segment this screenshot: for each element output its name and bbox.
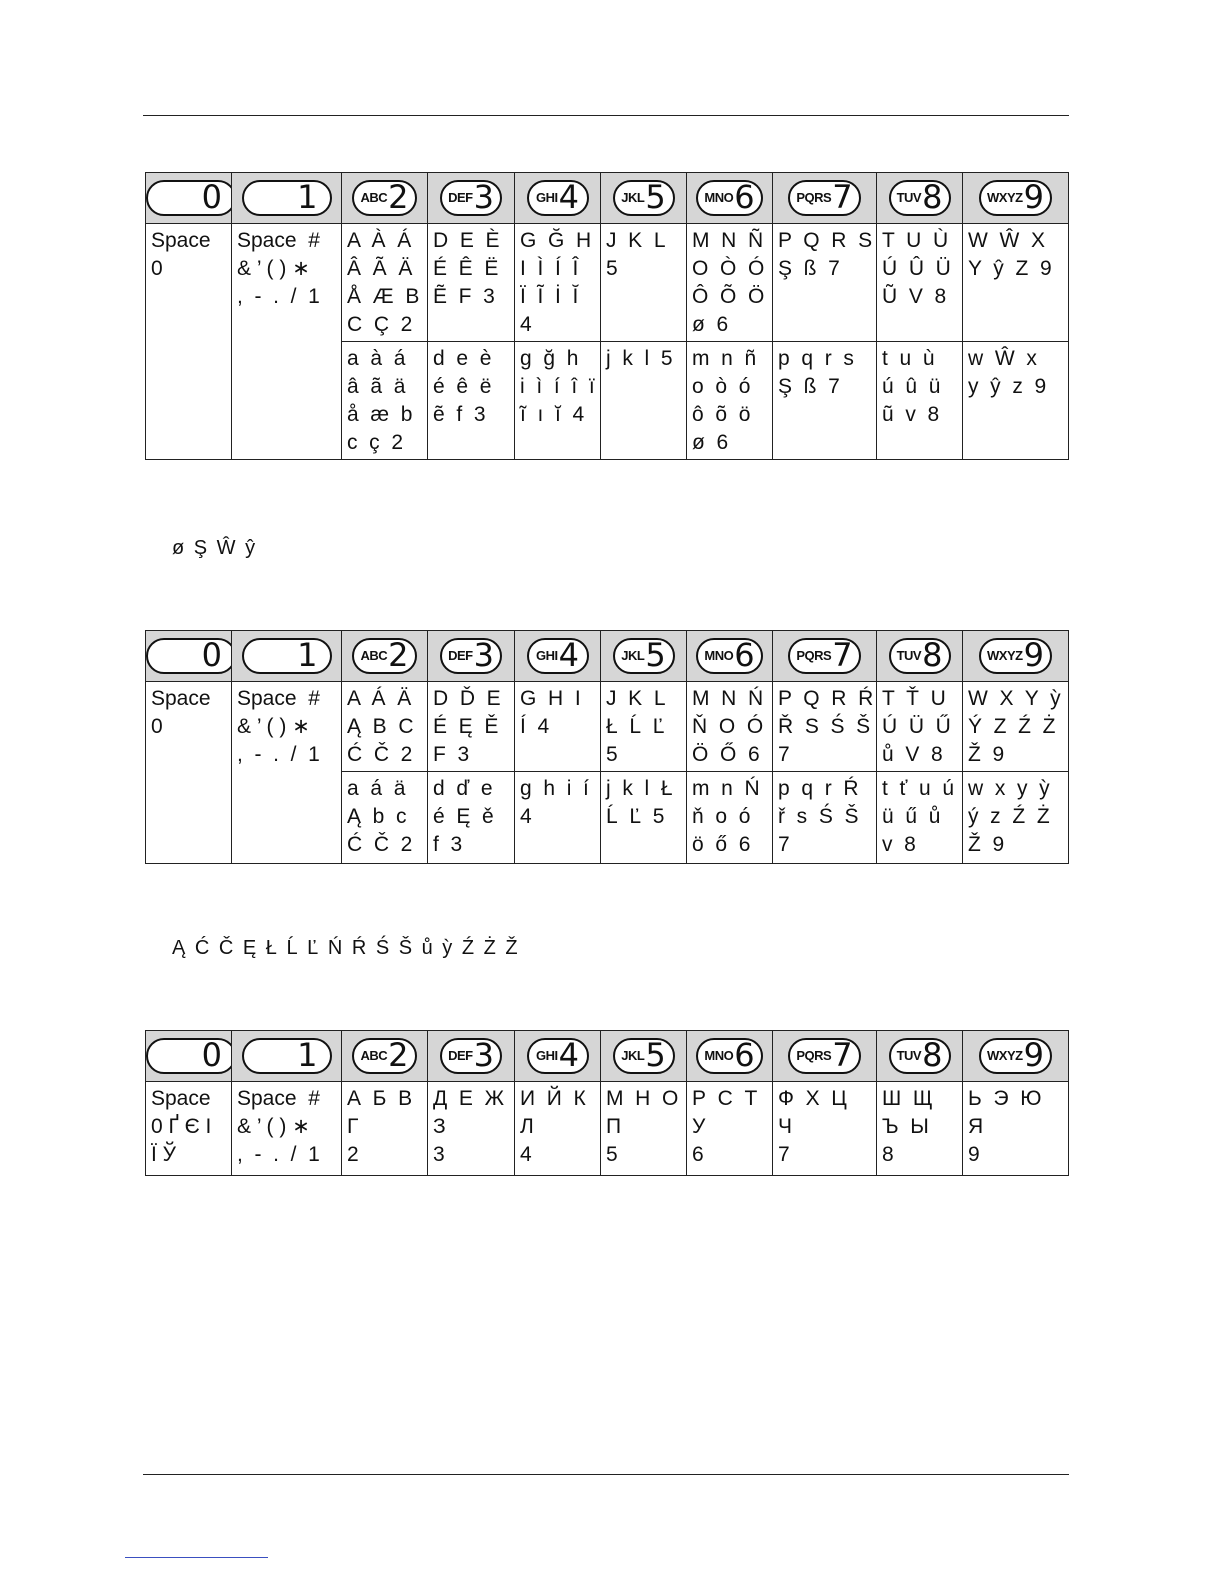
cell-key-9-upper: W X Y ỳ Ý Z Ź Ż Ž 9: [963, 682, 1069, 772]
cell-key-2: А Б В Г 2: [342, 1082, 428, 1176]
cell-key-1: Space # & ’ ( ) ∗ , - . / 1: [232, 224, 342, 460]
key-1: [232, 631, 342, 682]
cell-key-0: Space 0: [146, 224, 232, 460]
key-9: [963, 631, 1069, 682]
footer-rule: [143, 1474, 1069, 1475]
key-7-icon: PQRS 7: [788, 638, 860, 674]
cell-key-2-lower: a á ä Ą b c Ć Č 2: [342, 772, 428, 864]
cell-key-3-upper: D E È É Ê Ë Ẽ F 3: [428, 224, 515, 342]
key-3: [428, 173, 515, 224]
key-1: [232, 1031, 342, 1082]
key-4-icon: GHI 4: [527, 638, 589, 674]
key-6: [687, 1031, 773, 1082]
cell-key-6-lower: m n Ń ň o ó ö ő 6: [687, 772, 773, 864]
cell-key-8-upper: T U Ù Ú Û Ü Ũ V 8: [877, 224, 963, 342]
cell-key-6: Р С Т У 6: [687, 1082, 773, 1176]
cell-key-0: Space 0 Ґ Є І Ї Ў: [146, 1082, 232, 1176]
cell-key-3-upper: D Ď E É Ę Ě F 3: [428, 682, 515, 772]
cell-key-6-upper: M N Ń Ň O Ó Ö Ő 6: [687, 682, 773, 772]
key-9-icon: WXYZ 9: [979, 638, 1052, 674]
key-1-icon: 1: [242, 1038, 332, 1074]
key-2: [342, 631, 428, 682]
key-3: [428, 1031, 515, 1082]
key-5: [601, 631, 687, 682]
key-0: [146, 631, 232, 682]
cell-key-1: Space # & ’ ( ) ∗ , - . / 1: [232, 682, 342, 864]
cell-key-8-lower: t u ù ú û ü ũ v 8: [877, 342, 963, 460]
uppercase-row: [146, 682, 1069, 772]
key-2-icon: ABC 2: [352, 180, 416, 216]
character-table-central-european: [145, 630, 1069, 864]
uppercase-row: [146, 224, 1069, 342]
cell-key-4-upper: G Ğ H I Ì Í Î Ï Ĩ İ Ĭ 4: [515, 224, 601, 342]
cell-key-2-upper: A À Á Â Ã Ä Å Æ B C Ç 2: [342, 224, 428, 342]
key-8: [877, 173, 963, 224]
cell-key-5-lower: j k l Ł Ĺ Ľ 5: [601, 772, 687, 864]
cell-key-7-upper: P Q R Ŕ Ř S Ś Š 7: [773, 682, 877, 772]
key-4: [515, 631, 601, 682]
key-header-row: [146, 173, 1069, 224]
cell-key-1: Space # & ’ ( ) ∗ , - . / 1: [232, 1082, 342, 1176]
key-6: [687, 173, 773, 224]
key-4: [515, 173, 601, 224]
cell-key-8-lower: t ť u ú ü ű ů v 8: [877, 772, 963, 864]
key-header-row: [146, 1031, 1069, 1082]
cell-key-5-lower: j k l 5: [601, 342, 687, 460]
character-table-latin-extended: [145, 172, 1069, 460]
key-8-icon: TUV 8: [889, 1038, 951, 1074]
key-4: [515, 1031, 601, 1082]
cell-key-9: Ь Э Ю Я 9: [963, 1082, 1069, 1176]
key-6: [687, 631, 773, 682]
key-5-icon: JKL 5: [613, 1038, 675, 1074]
special-characters-note: ø Ş Ŵ ŷ: [172, 537, 258, 559]
key-3: [428, 631, 515, 682]
cell-key-5-upper: J K L Ł Ĺ Ľ 5: [601, 682, 687, 772]
key-8-icon: TUV 8: [889, 180, 951, 216]
cell-key-3-lower: d e è é ê ë ẽ f 3: [428, 342, 515, 460]
cell-key-7-upper: P Q R S Ş ß 7: [773, 224, 877, 342]
key-7: [773, 1031, 877, 1082]
cell-key-4: И Й К Л 4: [515, 1082, 601, 1176]
key-9: [963, 173, 1069, 224]
key-3-icon: DEF 3: [440, 180, 502, 216]
key-0-icon: 0: [146, 1038, 232, 1074]
key-7: [773, 631, 877, 682]
cell-key-9-lower: w x y ỳ ý z Ź Ż Ž 9: [963, 772, 1069, 864]
key-2-icon: ABC 2: [352, 638, 416, 674]
cell-key-8-upper: T Ť U Ú Ü Ű ů V 8: [877, 682, 963, 772]
characters-row: [146, 1082, 1069, 1176]
key-4-icon: GHI 4: [527, 1038, 589, 1074]
key-5: [601, 173, 687, 224]
key-5-icon: JKL 5: [613, 638, 675, 674]
cell-key-6-upper: M N Ñ O Ò Ó Ô Õ Ö ø 6: [687, 224, 773, 342]
key-2: [342, 1031, 428, 1082]
cell-key-0: Space 0: [146, 682, 232, 864]
key-7: [773, 173, 877, 224]
cell-key-4-lower: g ğ h i ì í î ï ĩ ı ĭ 4: [515, 342, 601, 460]
key-2: [342, 173, 428, 224]
footer-link-underline: [125, 1557, 268, 1558]
key-9-icon: WXYZ 9: [979, 1038, 1052, 1074]
cell-key-5: М Н О П 5: [601, 1082, 687, 1176]
key-9: [963, 1031, 1069, 1082]
key-1-icon: 1: [242, 180, 332, 216]
header-rule: [143, 115, 1069, 116]
key-1-icon: 1: [242, 638, 332, 674]
key-9-icon: WXYZ 9: [979, 180, 1052, 216]
key-4-icon: GHI 4: [527, 180, 589, 216]
character-table-cyrillic: [145, 1030, 1069, 1176]
special-characters-note: Ą Ć Č Ę Ł Ĺ Ľ Ń Ŕ Ś Š ů ỳ Ź Ż Ž: [172, 937, 520, 959]
key-0: [146, 173, 232, 224]
key-0-icon: 0: [146, 638, 232, 674]
key-1: [232, 173, 342, 224]
key-0: [146, 1031, 232, 1082]
cell-key-4-lower: g h i í 4: [515, 772, 601, 864]
key-6-icon: MNO 6: [696, 638, 762, 674]
cell-key-9-lower: w Ŵ x y ŷ z 9: [963, 342, 1069, 460]
key-5: [601, 1031, 687, 1082]
key-7-icon: PQRS 7: [788, 1038, 860, 1074]
key-3-icon: DEF 3: [440, 638, 502, 674]
cell-key-3-lower: d ď e é Ę ě f 3: [428, 772, 515, 864]
key-8: [877, 1031, 963, 1082]
cell-key-9-upper: W Ŵ X Y ŷ Z 9: [963, 224, 1069, 342]
key-8-icon: TUV 8: [889, 638, 951, 674]
cell-key-7-lower: p q r Ŕ ř s Ś Š 7: [773, 772, 877, 864]
cell-key-7-lower: p q r s Ş ß 7: [773, 342, 877, 460]
key-7-icon: PQRS 7: [788, 180, 860, 216]
key-6-icon: MNO 6: [696, 180, 762, 216]
cell-key-2-lower: a à á â ã ä å æ b c ç 2: [342, 342, 428, 460]
cell-key-2-upper: A Á Ä Ą B C Ć Č 2: [342, 682, 428, 772]
cell-key-7: Ф Х Ц Ч 7: [773, 1082, 877, 1176]
key-3-icon: DEF 3: [440, 1038, 502, 1074]
cell-key-8: Ш Щ Ъ Ы 8: [877, 1082, 963, 1176]
cell-key-4-upper: G H I Í 4: [515, 682, 601, 772]
cell-key-3: Д Е Ж З 3: [428, 1082, 515, 1176]
cell-key-5-upper: J K L 5: [601, 224, 687, 342]
key-5-icon: JKL 5: [613, 180, 675, 216]
key-header-row: [146, 631, 1069, 682]
key-6-icon: MNO 6: [696, 1038, 762, 1074]
cell-key-6-lower: m n ñ o ò ó ô õ ö ø 6: [687, 342, 773, 460]
key-0-icon: 0: [146, 180, 232, 216]
key-8: [877, 631, 963, 682]
key-2-icon: ABC 2: [352, 1038, 416, 1074]
